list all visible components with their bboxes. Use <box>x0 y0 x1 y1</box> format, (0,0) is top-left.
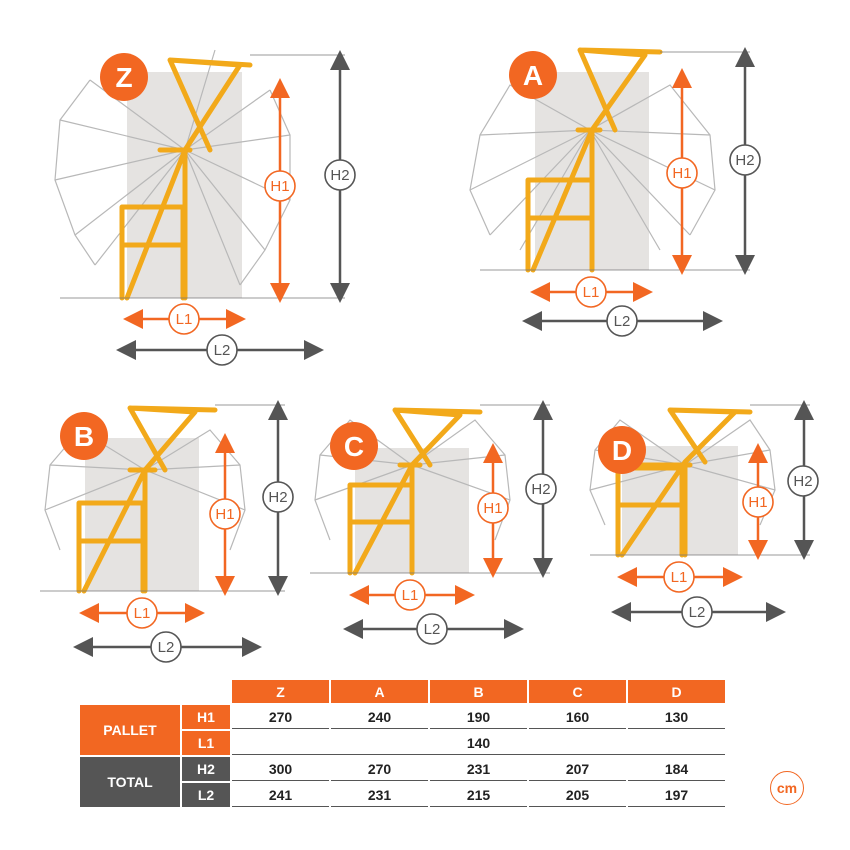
row-label: H2 <box>182 757 230 781</box>
h1-label: H1 <box>215 506 235 523</box>
table-header-row <box>80 680 725 703</box>
l2-label: L2 <box>423 621 441 638</box>
table-cell: 184 <box>628 757 725 781</box>
variant-c <box>310 405 556 644</box>
l2-label: L2 <box>613 313 631 330</box>
h2-label: H2 <box>793 473 813 490</box>
table-cell: 270 <box>232 705 329 729</box>
l1-label: L1 <box>670 569 688 586</box>
pallet-group-label: PALLET <box>80 705 180 755</box>
variant-d <box>590 405 818 627</box>
column-header: B <box>430 680 527 703</box>
variant-id: D <box>611 435 633 466</box>
h1-label: H1 <box>483 500 503 517</box>
table-cell: 207 <box>529 757 626 781</box>
h2-label: H2 <box>531 481 551 498</box>
l2-label: L2 <box>213 342 231 359</box>
h1-label: H1 <box>672 165 692 182</box>
h2-label: H2 <box>735 152 755 169</box>
variant-id: B <box>73 421 95 452</box>
h1-label: H1 <box>748 494 768 511</box>
table-cell: 270 <box>331 757 428 781</box>
variant-z <box>55 50 355 365</box>
column-header: A <box>331 680 428 703</box>
l1-label: L1 <box>582 284 600 301</box>
h2-label: H2 <box>268 489 288 506</box>
row-label: L2 <box>182 783 230 807</box>
variant-b <box>40 405 293 662</box>
variant-id: A <box>522 60 544 91</box>
variant-id: C <box>343 431 365 462</box>
table-row <box>80 705 725 729</box>
table-cell: 160 <box>529 705 626 729</box>
table-row <box>80 757 725 781</box>
row-label: H1 <box>182 705 230 729</box>
table-cell: 231 <box>331 783 428 807</box>
column-header: C <box>529 680 626 703</box>
table-cell: 241 <box>232 783 329 807</box>
row-label: L1 <box>182 731 230 755</box>
table-cell: 240 <box>331 705 428 729</box>
variant-id: Z <box>115 62 133 93</box>
variant-a <box>470 50 760 336</box>
l1-label: L1 <box>175 311 193 328</box>
l2-label: L2 <box>157 639 175 656</box>
unit-badge: cm <box>770 771 804 805</box>
table-cell: 197 <box>628 783 725 807</box>
l1-label: L1 <box>401 587 419 604</box>
h2-label: H2 <box>330 167 350 184</box>
column-header: D <box>628 680 725 703</box>
l2-label: L2 <box>688 604 706 621</box>
table-cell: 300 <box>232 757 329 781</box>
table-cell: 205 <box>529 783 626 807</box>
table-cell: 190 <box>430 705 527 729</box>
table-cell: 140 <box>232 731 725 755</box>
table-cell: 231 <box>430 757 527 781</box>
l1-label: L1 <box>133 605 151 622</box>
h1-label: H1 <box>270 178 290 195</box>
table-cell: 130 <box>628 705 725 729</box>
table-cell: 215 <box>430 783 527 807</box>
column-header: Z <box>232 680 329 703</box>
spec-table <box>78 678 727 809</box>
total-group-label: TOTAL <box>80 757 180 807</box>
